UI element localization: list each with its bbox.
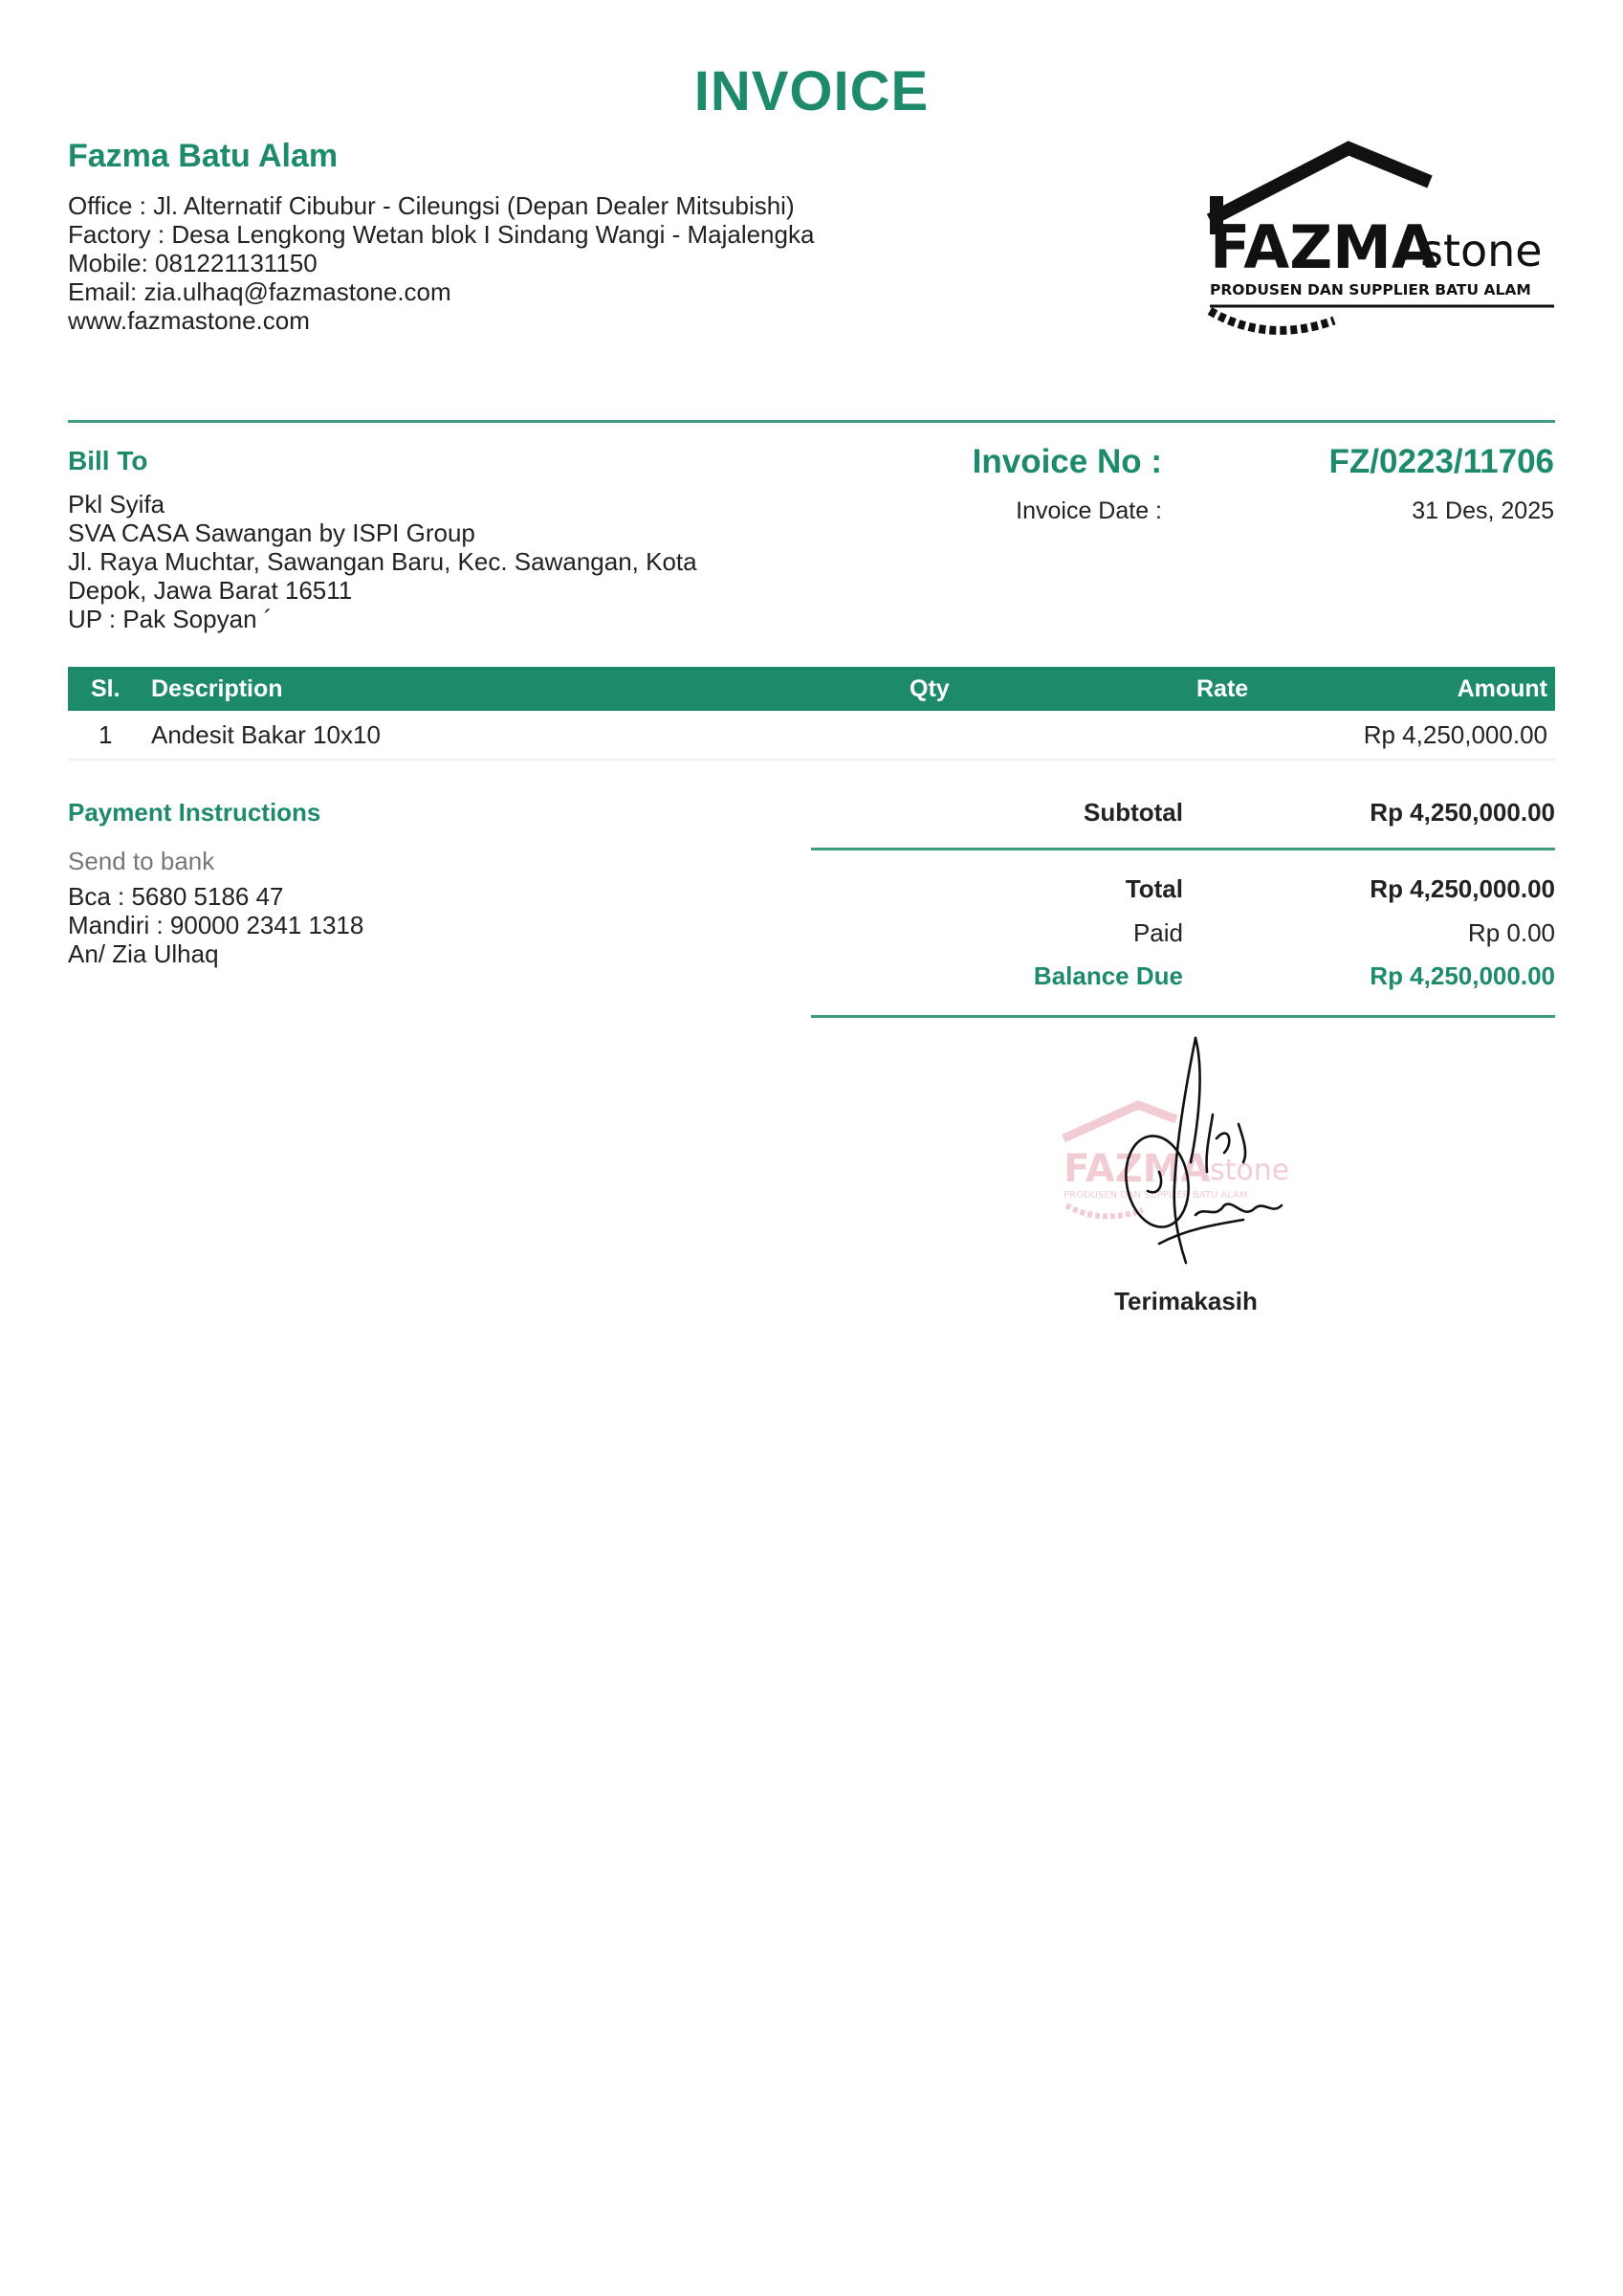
invoice-title: INVOICE — [693, 60, 930, 122]
company-name: Fazma Batu Alam — [68, 138, 339, 174]
row-description: Andesit Bakar 10x10 — [151, 720, 381, 749]
invoice-number-value: FZ/0223/11706 — [1328, 443, 1554, 480]
paid-value: Rp 0.00 — [1467, 918, 1555, 947]
thank-you-note: Terimakasih — [1114, 1287, 1258, 1315]
company-mobile-line: Mobile: 081221131150 — [68, 249, 318, 277]
header-rate: Rate — [1196, 675, 1249, 702]
row-sl: 1 — [99, 720, 113, 749]
bill-to-line: Jl. Raya Muchtar, Sawangan Baru, Kec. Sawangan, Kota — [68, 547, 697, 576]
logo-brand-light: stone — [1420, 225, 1543, 276]
table-row — [68, 711, 1555, 761]
row-amount: Rp 4,250,000.00 — [1363, 720, 1547, 749]
totals-divider — [811, 1015, 1555, 1018]
subtotal-divider — [811, 848, 1555, 850]
payment-sub-label: Send to bank — [68, 847, 215, 875]
bill-to-address — [68, 490, 697, 633]
bill-to-line: Depok, Jawa Barat 16511 — [68, 576, 353, 605]
header-qty: Qty — [910, 675, 950, 702]
paid-label: Paid — [1132, 918, 1183, 947]
company-email-line: Email: zia.ulhaq@fazmastone.com — [68, 277, 451, 306]
payment-instructions-label: Payment Instructions — [68, 798, 321, 827]
header-sl: Sl. — [91, 675, 121, 702]
payment-details — [68, 882, 363, 968]
logo-tagline: PRODUSEN DAN SUPPLIER BATU ALAM — [1210, 281, 1531, 298]
subtotal-value: Rp 4,250,000.00 — [1370, 798, 1555, 827]
company-office-line: Office : Jl. Alternatif Cibubur - Cileungsi (Depan Dealer Mitsubishi) — [68, 191, 795, 220]
total-value: Rp 4,250,000.00 — [1370, 874, 1555, 903]
invoice-date-label: Invoice Date : — [1016, 497, 1162, 524]
bill-to-line: Pkl Syifa — [68, 490, 165, 519]
balance-due-value: Rp 4,250,000.00 — [1370, 961, 1555, 990]
balance-due-label: Balance Due — [1033, 961, 1183, 990]
company-info — [68, 191, 814, 335]
company-website-line: www.fazmastone.com — [68, 306, 310, 335]
subtotal-label: Subtotal — [1084, 798, 1183, 827]
bill-to-line: UP : Pak Sopyan ´ — [68, 605, 273, 633]
total-label: Total — [1125, 874, 1183, 903]
company-factory-line: Factory : Desa Lengkong Wetan blok I Sindang Wangi - Majalengka — [68, 220, 815, 249]
signature-stamp-image — [1052, 1028, 1329, 1277]
header-divider — [68, 420, 1555, 423]
header-description: Description — [151, 675, 283, 702]
header-amount: Amount — [1457, 675, 1547, 702]
bill-to-line: SVA CASA Sawangan by ISPI Group — [68, 519, 475, 547]
house-roof-gear-logo — [1191, 139, 1564, 359]
invoice-number-label: Invoice No : — [972, 443, 1162, 480]
items-table-header — [68, 667, 1555, 711]
payment-line: Bca : 5680 5186 47 — [68, 882, 284, 911]
stamp-tagline: PRODUSEN DAN SUPPLIER BATU ALAM — [1064, 1190, 1248, 1201]
logo-brand-bold: FAZMA — [1210, 212, 1437, 282]
payment-line: Mandiri : 90000 2341 1318 — [68, 911, 364, 939]
stamp-brand-light: stone — [1210, 1154, 1290, 1187]
payment-line: An/ Zia Ulhaq — [68, 939, 219, 968]
invoice-date-value: 31 Des, 2025 — [1412, 497, 1554, 524]
stamp-brand-bold: FAZMA — [1064, 1147, 1211, 1191]
bill-to-label: Bill To — [68, 446, 148, 475]
